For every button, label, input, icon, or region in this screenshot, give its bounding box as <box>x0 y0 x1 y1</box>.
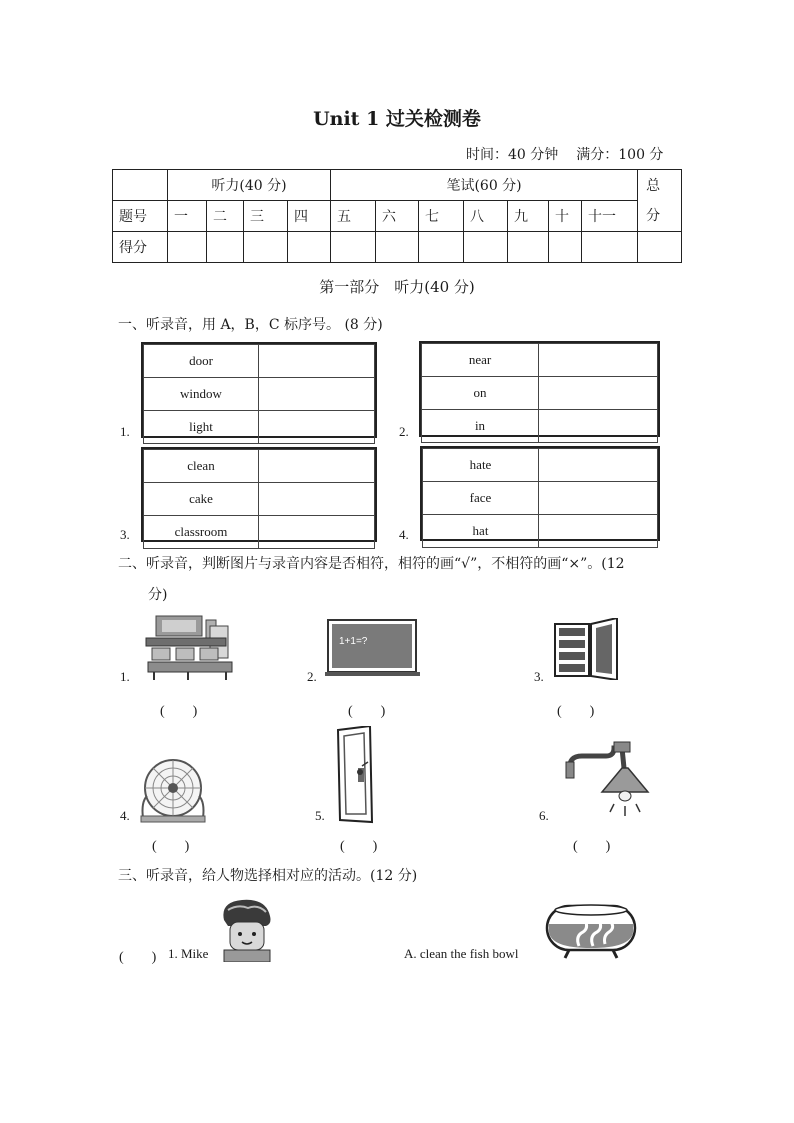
q2-answer-paren[interactable]: ( ) <box>152 839 190 854</box>
q2-answer-paren[interactable]: ( ) <box>340 839 378 854</box>
q2-item-number: 2. <box>307 669 317 684</box>
q1-group-number: 4. <box>399 527 409 542</box>
question-number: 十一 <box>582 201 638 232</box>
word: face <box>423 482 539 515</box>
question-number: 七 <box>419 201 464 232</box>
q3-instruction: 三、听录音，给人物选择相对应的活动。(12 分) <box>118 868 418 884</box>
question-number: 十 <box>549 201 582 232</box>
door-icon <box>336 726 376 824</box>
q1-word-box-4 <box>420 446 660 541</box>
answer-cell[interactable] <box>539 449 658 482</box>
q1-word-box-3 <box>141 447 377 542</box>
writing-header: 笔试(60 分) <box>331 170 638 201</box>
q1-word-box-2 <box>419 341 660 437</box>
answer-cell[interactable] <box>259 345 375 378</box>
score-table <box>112 169 682 263</box>
q2-instruction-line1: 二、听录音，判断图片与录音内容是否相符，相符的画“√”，不相符的画“×”。(12 <box>118 556 625 572</box>
word: in <box>422 410 539 443</box>
fan-icon <box>137 756 209 824</box>
question-number: 四 <box>288 201 331 232</box>
score-cell[interactable] <box>244 232 288 263</box>
question-number: 五 <box>331 201 376 232</box>
q2-item-number: 1. <box>120 669 130 684</box>
score-cell[interactable] <box>464 232 508 263</box>
q1-word-box-1 <box>141 342 377 438</box>
answer-cell[interactable] <box>539 377 658 410</box>
score-cell[interactable] <box>582 232 638 263</box>
window-icon <box>553 618 625 680</box>
score-cell[interactable] <box>419 232 464 263</box>
score-cell[interactable] <box>288 232 331 263</box>
q2-answer-paren[interactable]: ( ) <box>348 704 386 719</box>
q1-group-number: 2. <box>399 424 409 439</box>
score-cell[interactable] <box>331 232 376 263</box>
q1-instruction: 一、听录音，用 A，B，C 标序号。 (8 分) <box>118 317 383 333</box>
total-header-char-2: 分 <box>646 207 661 224</box>
q2-item-number: 4. <box>120 808 130 823</box>
lamp-icon <box>562 738 650 818</box>
question-number: 二 <box>207 201 244 232</box>
q2-answer-paren[interactable]: ( ) <box>160 704 198 719</box>
question-number: 三 <box>244 201 288 232</box>
q2-answer-paren[interactable]: ( ) <box>573 839 611 854</box>
boy-mike-icon <box>218 896 274 962</box>
total-header-char-1: 总 <box>646 177 661 194</box>
q3-activity-label: A. clean the fish bowl <box>404 946 519 961</box>
word: light <box>144 411 259 444</box>
answer-cell[interactable] <box>259 483 375 516</box>
q3-person-label: 1. Mike <box>168 946 209 961</box>
q2-item-number: 6. <box>539 808 549 823</box>
answer-cell[interactable] <box>259 450 375 483</box>
total-header <box>638 170 682 232</box>
word: hat <box>423 515 539 548</box>
word: classroom <box>144 516 259 549</box>
score-cell[interactable] <box>168 232 207 263</box>
word: clean <box>144 450 259 483</box>
full-score: 满分：100 分 <box>576 147 664 163</box>
answer-cell[interactable] <box>259 516 375 549</box>
score-cell[interactable] <box>508 232 549 263</box>
q1-group-number: 1. <box>120 424 130 439</box>
word: door <box>144 345 259 378</box>
page-title: Unit 1 过关检测卷 <box>313 108 481 130</box>
listening-header: 听力(40 分) <box>168 170 331 201</box>
answer-cell[interactable] <box>539 515 658 548</box>
question-number: 九 <box>508 201 549 232</box>
word: cake <box>144 483 259 516</box>
word: window <box>144 378 259 411</box>
word: on <box>422 377 539 410</box>
question-number-label: 题号 <box>113 201 168 232</box>
question-number: 一 <box>168 201 207 232</box>
answer-cell[interactable] <box>539 482 658 515</box>
computer-room-icon <box>144 612 234 680</box>
q2-answer-paren[interactable]: ( ) <box>557 704 595 719</box>
score-table-corner <box>113 170 168 201</box>
q2-instruction-line2: 分) <box>148 587 168 603</box>
q2-item-number: 5. <box>315 808 325 823</box>
answer-cell[interactable] <box>539 410 658 443</box>
blackboard-icon <box>325 618 420 678</box>
answer-cell[interactable] <box>539 344 658 377</box>
part-one-title: 第一部分 听力(40 分) <box>319 278 475 296</box>
answer-cell[interactable] <box>259 378 375 411</box>
question-number: 六 <box>376 201 419 232</box>
blackboard-text: 1+1=? <box>339 636 368 647</box>
answer-cell[interactable] <box>259 411 375 444</box>
word: near <box>422 344 539 377</box>
score-row-label: 得分 <box>113 232 168 263</box>
question-number: 八 <box>464 201 508 232</box>
q2-item-number: 3. <box>534 669 544 684</box>
score-cell-total[interactable] <box>638 232 682 263</box>
score-cell[interactable] <box>376 232 419 263</box>
score-cell[interactable] <box>549 232 582 263</box>
word: hate <box>423 449 539 482</box>
q1-group-number: 3. <box>120 527 130 542</box>
time-info <box>466 144 663 164</box>
time-limit: 时间：40 分钟 <box>466 147 559 163</box>
fish-bowl-icon <box>545 902 637 962</box>
score-cell[interactable] <box>207 232 244 263</box>
q3-answer-paren[interactable]: ( ) <box>119 950 157 965</box>
